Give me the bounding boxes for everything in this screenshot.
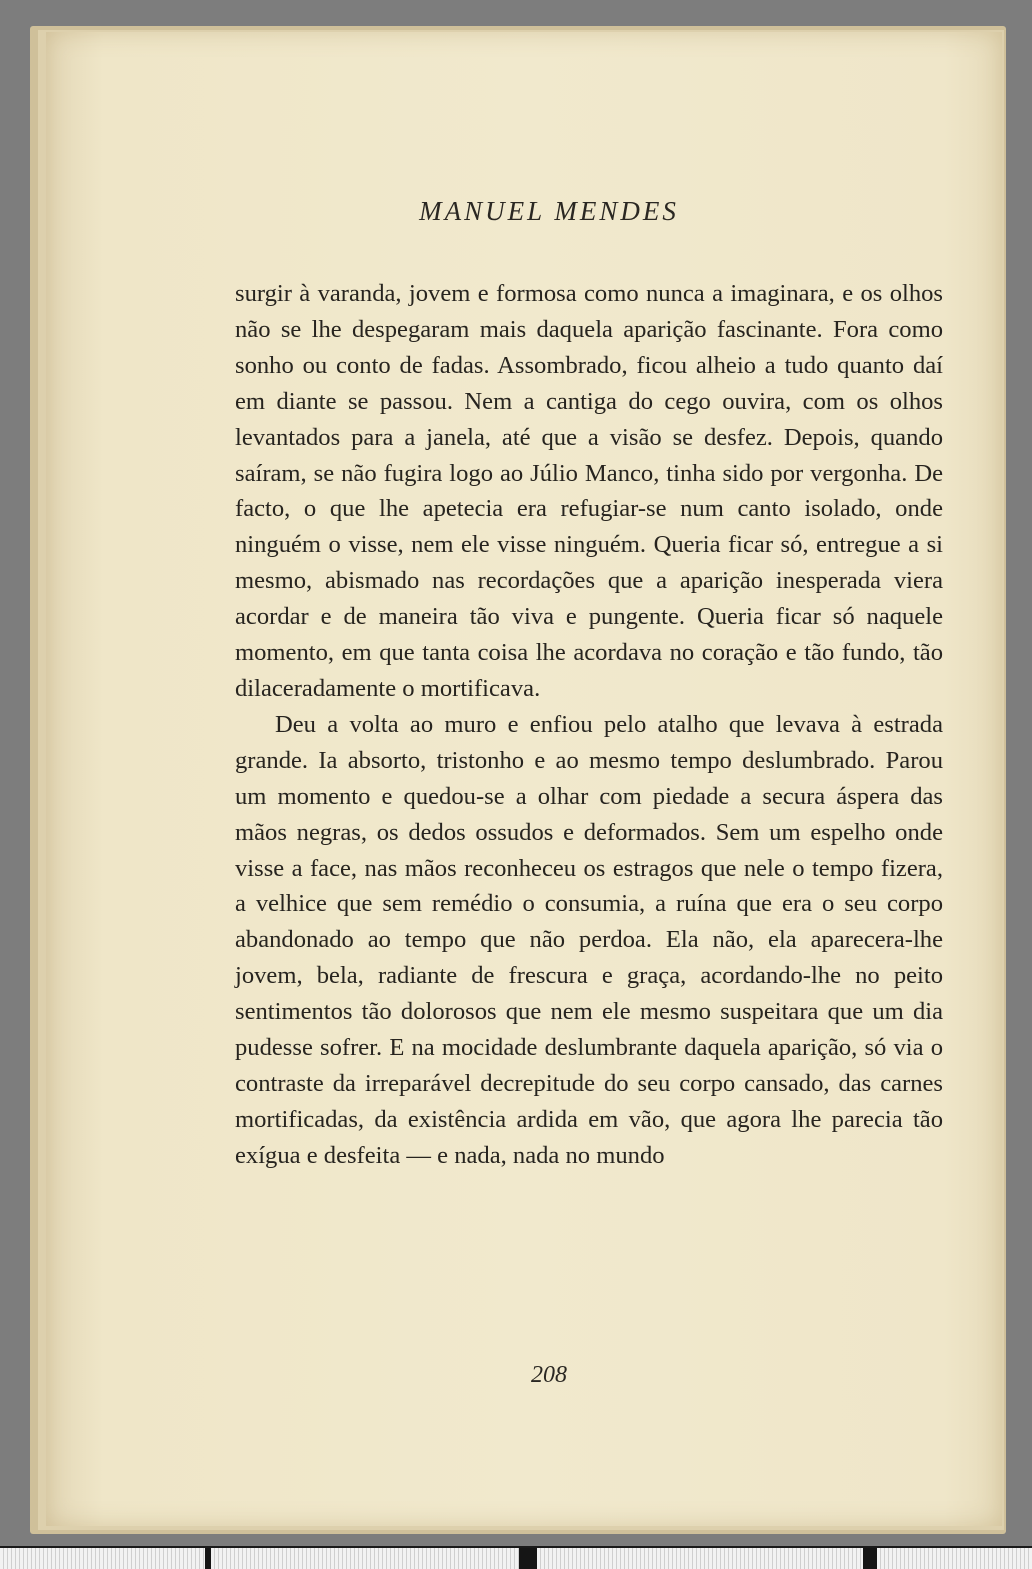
paragraph-1: surgir à varanda, jovem e formosa como nunca a imaginara, e os olhos não se lhe despegaram mais daquela aparição fascinante. Fora como sonho ou conto de fadas. Assombrado, ficou alheio a tudo quanto daí em diante se passou. Nem a cantiga do cego ouvira, com os olhos levantados para a janela, até que a visão se desfez. Depois, quando saíram, se não fugira logo ao Júlio Manco, tinha sido por vergonha. De facto, o que lhe apetecia era refugiar-se num canto isolado, onde ninguém o visse, nem ele visse ninguém. Queria ficar só, entregue a si mesmo, abismado nas recordações que a aparição inesperada viera acordar e de maneira tão viva e pungente. Queria ficar só naquele momento, em que tanta coisa lhe acordava no coração e tão fundo, tão dilaceradamente o mortificava.	[235, 280, 943, 702]
body-text	[235, 276, 943, 1174]
book-page	[46, 32, 1002, 1526]
scale-ruler	[0, 1546, 1032, 1569]
ruler-segment	[519, 1548, 537, 1569]
ruler-segment	[0, 1548, 205, 1569]
page-number	[46, 1362, 1002, 1389]
running-head-text: MANUEL MENDES	[419, 196, 679, 226]
ruler-segment	[863, 1548, 877, 1569]
paragraph-2: Deu a volta ao muro e enfiou pelo atalho que levava à estrada grande. Ia absorto, tristonho e ao mesmo tempo deslumbrado. Parou um momento e quedou-se a olhar com piedade a secura áspera das mãos negras, os dedos ossudos e deformados. Sem um espelho onde visse a face, nas mãos reconheceu os estragos que nele o tempo fizera, a velhice que sem remédio o consumia, a ruína que era o seu corpo abandonado ao tempo que não perdoa. Ela não, ela aparecera-lhe jovem, bela, radiante de frescura e graça, acordando-lhe no peito sentimentos tão dolorosos que nem ele mesmo suspeitara que um dia pudesse sofrer. E na mocidade deslumbrante daquela aparição, só via o contraste da irreparável decrepitude do seu corpo cansado, das carnes mortificadas, da existência ardida em vão, que agora lhe parecia tão exígua e desfeita — e nada, nada no mundo	[235, 710, 943, 1169]
running-head	[46, 196, 1002, 227]
ruler-segment	[211, 1548, 519, 1569]
ruler-segment	[537, 1548, 863, 1569]
ruler-segment	[877, 1548, 1032, 1569]
page-number-text: 208	[531, 1362, 567, 1388]
